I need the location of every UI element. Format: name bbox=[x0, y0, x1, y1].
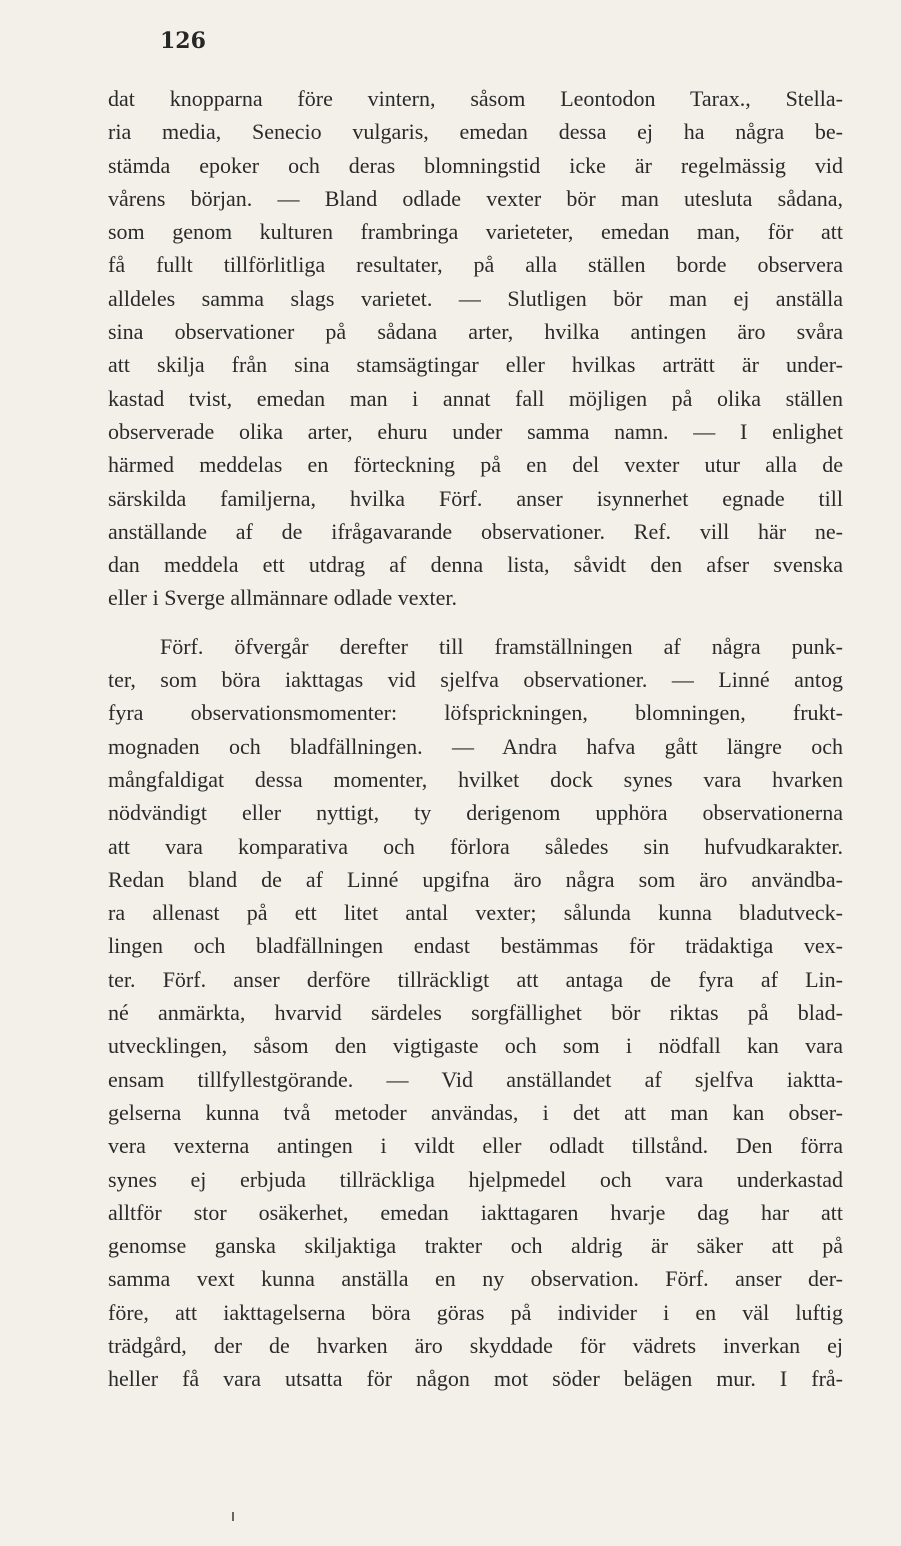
text-line: Redan bland de af Linné upgifna äro några som äro användba- bbox=[108, 866, 843, 892]
text-line: vårens början. — Bland odlade vexter bör man utesluta sådana, bbox=[108, 185, 843, 211]
body-text bbox=[108, 82, 843, 1396]
text-line: mognaden och bladfällningen. — Andra hafva gått längre och bbox=[108, 733, 843, 759]
text-line: dan meddela ett utdrag af denna lista, såvidt den afser svenska bbox=[108, 552, 843, 578]
text-line: anställande af de ifrågavarande observationer. Ref. vill här ne- bbox=[108, 518, 843, 544]
paragraph-gap bbox=[108, 615, 843, 630]
text-line: alldeles samma slags varietet. — Slutligen bör man ej anställa bbox=[108, 285, 843, 311]
text-line: Förf. öfvergår derefter till framställningen af några punk- bbox=[160, 633, 843, 659]
text-line: stämda epoker och deras blomningstid icke är regelmässig vid bbox=[108, 152, 843, 178]
text-line: alltför stor osäkerhet, emedan iakttagaren hvarje dag har att bbox=[108, 1199, 843, 1225]
text-line: ensam tillfyllestgörande. — Vid anställandet af sjelfva iaktta- bbox=[108, 1066, 843, 1092]
text-line: dat knopparna före vintern, såsom Leontodon Tarax., Stella- bbox=[108, 86, 843, 111]
text-line: utvecklingen, såsom den vigtigaste och som i nödfall kan vara bbox=[108, 1033, 843, 1059]
text-line: synes ej erbjuda tillräckliga hjelpmedel och vara underkastad bbox=[108, 1166, 843, 1192]
page-number: 126 bbox=[160, 28, 206, 54]
text-line: kastad tvist, emedan man i annat fall möjligen på olika ställen bbox=[108, 385, 843, 411]
text-line: få fullt tillförlitliga resultater, på alla ställen borde observera bbox=[108, 252, 843, 278]
text-line: eller i Sverge allmännare odlade vexter. bbox=[108, 585, 458, 611]
text-line: att skilja från sina stamsägtingar eller hvilkas arträtt är under- bbox=[108, 352, 843, 378]
text-line: samma vext kunna anställa en ny observation. Förf. anser der- bbox=[108, 1266, 843, 1292]
text-line: särskilda familjerna, hvilka Förf. anser isynnerhet egnade till bbox=[108, 485, 843, 511]
text-line: före, att iakttagelserna böra göras på individer i en väl luftig bbox=[108, 1299, 843, 1325]
text-line: observerade olika arter, ehuru under samma namn. — I enlighet bbox=[108, 418, 843, 444]
text-line: fyra observationsmomenter: löfsprickningen, blomningen, frukt- bbox=[108, 700, 843, 726]
text-line: ter, som böra iakttagas vid sjelfva observationer. — Linné antog bbox=[108, 667, 843, 693]
text-line: som genom kulturen frambringa varieteter, emedan man, för att bbox=[108, 219, 843, 245]
text-line: nödvändigt eller nyttigt, ty derigenom upphöra observationerna bbox=[108, 800, 843, 826]
text-line: heller få vara utsatta för någon mot söder belägen mur. I frå- bbox=[108, 1366, 843, 1392]
text-line: ria media, Senecio vulgaris, emedan dessa ej ha några be- bbox=[108, 119, 843, 145]
paragraph-1 bbox=[108, 82, 843, 615]
text-line: lingen och bladfällningen endast bestämmas för trädaktiga vex- bbox=[108, 933, 843, 959]
text-line: ra allenast på ett litet antal vexter; sålunda kunna bladutveck- bbox=[108, 900, 843, 926]
text-line: vera vexterna antingen i vildt eller odladt tillstånd. Den förra bbox=[108, 1133, 843, 1159]
print-mark bbox=[232, 1512, 234, 1521]
paragraph-2 bbox=[108, 630, 843, 1396]
text-line: trädgård, der de hvarken äro skyddade för vädrets inverkan ej bbox=[108, 1332, 843, 1358]
text-line: genomse ganska skiljaktiga trakter och aldrig är säker att på bbox=[108, 1233, 843, 1259]
text-line: härmed meddelas en förteckning på en del vexter utur alla de bbox=[108, 452, 843, 478]
text-line: né anmärkta, hvarvid särdeles sorgfällighet bör riktas på blad- bbox=[108, 1000, 843, 1026]
text-line: mångfaldigat dessa momenter, hvilket dock synes vara hvarken bbox=[108, 766, 843, 792]
text-line: sina observationer på sådana arter, hvilka antingen äro svåra bbox=[108, 319, 843, 345]
text-line: gelserna kunna två metoder användas, i det att man kan obser- bbox=[108, 1099, 843, 1125]
text-line: ter. Förf. anser derföre tillräckligt att antaga de fyra af Lin- bbox=[108, 966, 843, 992]
text-line: att vara komparativa och förlora således sin hufvudkarakter. bbox=[108, 833, 843, 859]
